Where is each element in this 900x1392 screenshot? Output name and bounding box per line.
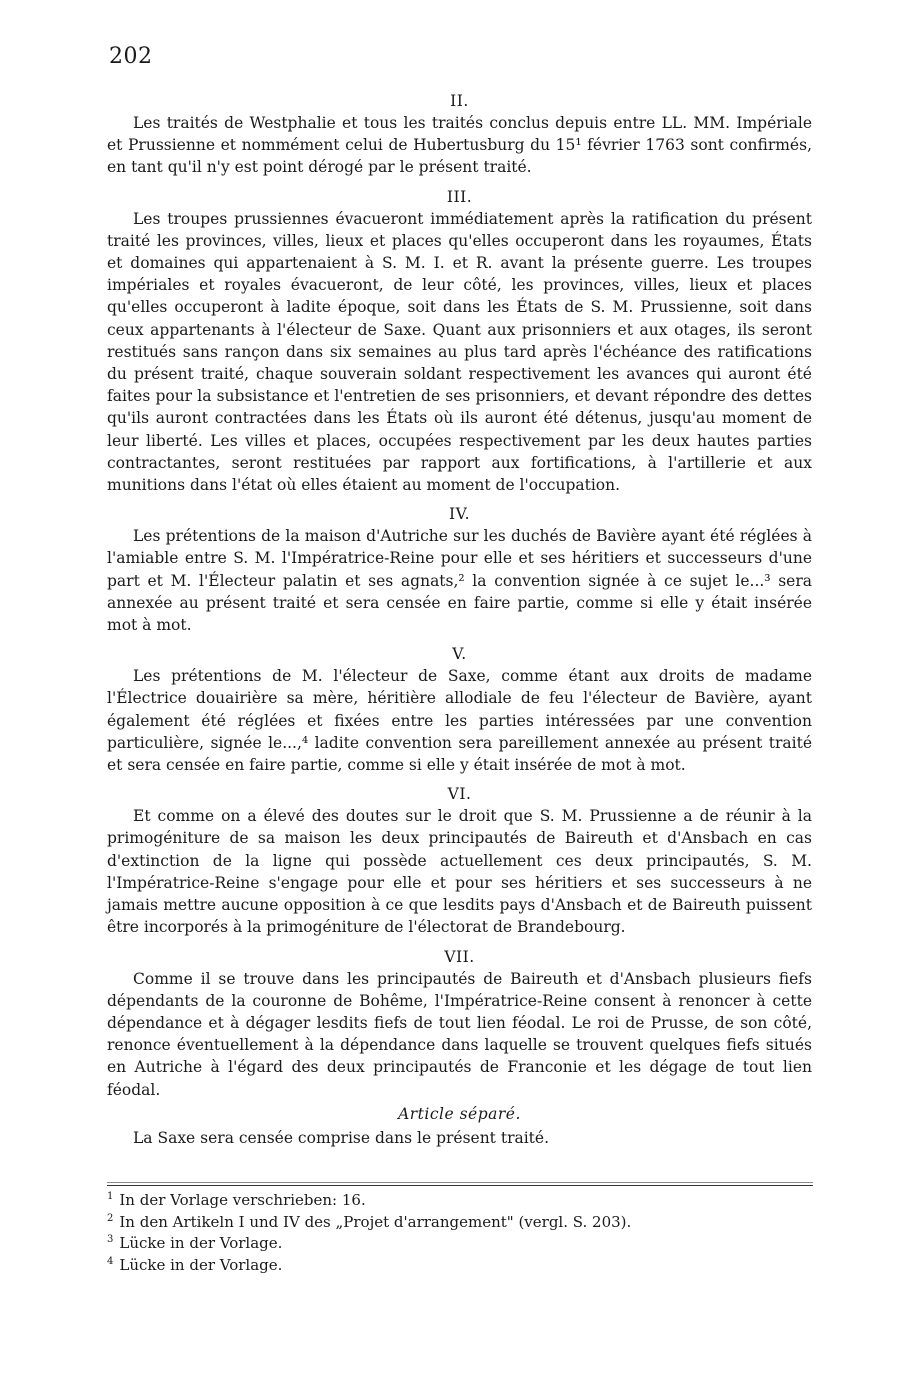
footnote-item bbox=[107, 1233, 813, 1255]
footnote-text: Lücke in der Vorlage. bbox=[119, 1255, 283, 1274]
article-heading-4: IV. bbox=[448, 505, 471, 524]
article-paragraph-2: Les traités de Westphalie et tous les traités conclus depuis entre LL. MM. Impériale et Prussienne et nommément celui de Hubertusburg du 15¹ février 1763 sont confirmés, en tant qu'il n'y est point dérogé par le présent traité. bbox=[107, 114, 812, 177]
footnote-text: Lücke in der Vorlage. bbox=[119, 1234, 283, 1253]
separate-article-heading: Article séparé. bbox=[398, 1104, 521, 1123]
article-paragraph-4: Les prétentions de la maison d'Autriche sur les duchés de Bavière ayant été réglées à l'amiable entre S. M. l'Impératrice-Reine pour elle et ses héritiers et successeurs d'une part et M. l'Électeur palatin et ses agnats,² la convention signée à ce sujet le...³ sera annexée au présent traité et sera censée en faire partie, comme si elle y était insérée mot à mot. bbox=[107, 527, 812, 635]
article-paragraph-3: Les troupes prussiennes évacueront immédiatement après la ratification du présent traité les provinces, villes, lieux et places qu'elles occuperont dans les royaumes, États et domaines qui appartenaient à S. M. I. et R. avant la présente guerre. Les troupes impériales et royales évacueront, de leur côté, les provinces, villes, lieux et places qu'elles occuperont à ladite époque, soit dans les États de S. M. Prussienne, soit dans ceux appartenants à l'électeur de Saxe. Quant aux prisonniers et aux otages, ils seront restitués sans rançon dans six semaines au plus tard après l'échéance des ratifications du présent traité, chaque souverain soldant respectivement les avances qui auront été faites pour la subsistance et l'entretien de ses prisonniers, et devant répondre des dettes qu'ils auront contractées dans les États où ils auront été détenus, jusqu'au moment de leur liberté. Les villes et places, occupées respectivement par les deux hautes parties contractantes, seront restituées par rapport aux fortifications, à l'artillerie et aux munitions dans l'état où elles étaient au moment de l'occupation. bbox=[107, 209, 812, 495]
page-number: 202 bbox=[109, 44, 153, 69]
article-heading-2: II. bbox=[450, 92, 469, 110]
footnotes bbox=[107, 1190, 813, 1276]
footnote-item bbox=[107, 1190, 813, 1212]
footnote-item bbox=[107, 1212, 813, 1234]
document-body bbox=[107, 90, 812, 1156]
article-heading-6: VI. bbox=[447, 785, 472, 804]
footnote-mark: 3 bbox=[107, 1234, 114, 1246]
footnote-mark: 1 bbox=[107, 1191, 114, 1202]
article-paragraph-5: Les prétentions de M. l'électeur de Saxe, comme étant aux droits de madame l'Électrice douairière sa mère, héritière allodiale de feu l'électeur de Bavière, ayant également été réglées et fixées entre les parties intéressées par une convention particulière, signée le...,⁴ ladite convention sera pareillement annexée au présent traité et sera censée en faire partie, comme si elle y était insérée de mot à mot. bbox=[107, 667, 812, 775]
article-heading-7: VII. bbox=[444, 947, 475, 966]
article-paragraph-7: Comme il se trouve dans les principautés de Baireuth et d'Ansbach plusieurs fiefs dépendants de la couronne de Bohême, l'Impératrice-Reine consent à renoncer à cette dépendance et à dégager lesdits fiefs de tout lien féodal. Le roi de Prusse, de son côté, renonce éventuellement à la dépendance dans laquelle se trouvent quelques fiefs situés en Autriche à l'égard des deux principautés de Franconie et les dégage de tout lien féodal. bbox=[107, 969, 812, 1099]
footnote-mark: 2 bbox=[107, 1212, 114, 1224]
article-heading-3: III. bbox=[446, 187, 473, 206]
article-paragraph-6: Et comme on a élevé des doutes sur le droit que S. M. Prussienne a de réunir à la primogéniture de sa maison les deux principautés de Baireuth et d'Ansbach en cas d'extinction de la ligne qui possède actuellement ces deux principautés, S. M. l'Impératrice-Reine s'engage pour elle et pour ses héritiers et ses successeurs à ne jamais mettre aucune opposition à ce que lesdits pays d'Ansbach et de Baireuth puissent être incorporés à la primogéniture de l'électorat de Brandebourg. bbox=[107, 807, 812, 937]
footnote-text: In der Vorlage verschrieben: 16. bbox=[119, 1191, 366, 1209]
article-heading-5: V. bbox=[452, 645, 467, 664]
footnote-text: In den Artikeln I und IV des „Projet d'arrangement" (vergl. S. 203). bbox=[119, 1212, 632, 1231]
footnote-divider bbox=[107, 1185, 813, 1186]
footnote-item bbox=[107, 1255, 813, 1277]
separate-article-paragraph: La Saxe sera censée comprise dans le présent traité. bbox=[133, 1128, 550, 1147]
footnote-divider-thin bbox=[107, 1182, 813, 1183]
footnote-mark: 4 bbox=[107, 1255, 114, 1267]
